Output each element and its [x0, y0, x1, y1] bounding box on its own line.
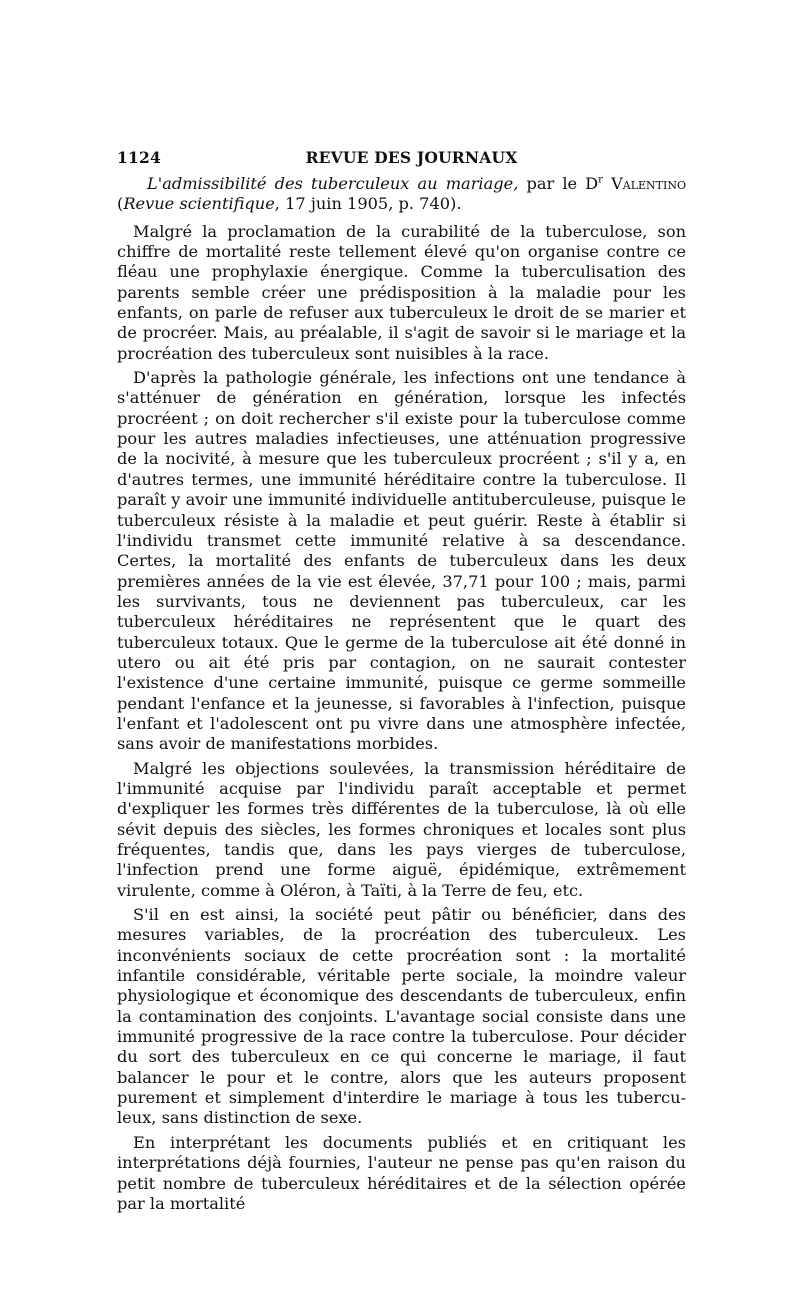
paragraph: Malgré les objections soulevées, la transmission héréditaire de l'immunité acquise par l'individu paraît acceptable et permet d'expliquer les formes très différentes de la tuberculose, là où elle sévit depuis des siècles, les formes chroniques et locales sont plus fréquentes, tandis que, dans les pays vierges de tuberculose, l'infection prend une forme aiguë, épidémique, extrêmement virulente, comme à Oléron, à Taïti, à la Terre de feu, etc. — [117, 758, 686, 900]
running-head — [117, 148, 686, 174]
source-open: ( — [117, 194, 124, 214]
article-citation — [117, 174, 686, 215]
journal-title: REVUE DES JOURNAUX — [305, 148, 518, 167]
journal-page — [117, 148, 686, 1214]
article-author: Valentino — [602, 174, 686, 193]
paragraph: S'il en est ainsi, la société peut pâtir ou bénéficier, dans des mesures variables, de la procréation des tuberculeux. Les inconvénients sociaux de cette procréation sont : la mortalité infantile considérable, véritable perte sociale, la moindre valeur physiologique et économique des descendants de tuberculeux, enfin la contamination des conjoints. L'avantage social consiste dans une immunité progressive de la race contre la tuberculose. Pour décider du sort des tuberculeux en ce qui concerne le mariage, il faut balancer le pour et le contre, alors que les auteurs proposent purement et simplement d'interdire le mariage à tous les tuberculeux, sans distinction de sexe. — [117, 905, 686, 1128]
article-by: par le D — [518, 174, 599, 193]
page-number: 1124 — [117, 148, 161, 167]
article-body — [117, 174, 686, 1214]
article-by-superscript: r — [598, 174, 603, 186]
article-title: L'admissibilité des tuberculeux au mariage, — [147, 174, 519, 193]
source-journal: Revue scientifique — [123, 194, 275, 214]
paragraph: D'après la pathologie générale, les infections ont une tendance à s'atténuer de génération en génération, lorsque les infectés procréent ; on doit rechercher s'il existe pour la tuberculose comme pour les autres maladies infectieuses, une atténuation progressive de la nocivité, à mesure que les tuberculeux procréent ; s'il y a, en d'autres termes, une immunité héréditaire contre la tuberculose. Il paraît y avoir une immunité individuelle antituberculeuse, puisque le tuberculeux résiste à la maladie et peut guérir. Reste à établir si l'individu transmet cette immunité relative à sa descendance. Certes, la mortalité des enfants de tuberculeux dans les deux premières années de la vie est élevée, 37,71 pour 100 ; mais, parmi les survivants, tous ne deviennent pas tuberculeux, car les tuberculeux héréditaires ne représentent que le quart des tuberculeux totaux. Que le germe de la tuberculose ait été donné in utero ou ait été pris par contagion, on ne saurait contester l'existence d'une certaine immunité, puisque ce germe sommeille pendant l'enfance et la jeunesse, si favorables à l'infection, puisque l'enfant et l'adolescent ont pu vivre dans une atmosphère infectée, sans avoir de manifestations morbides. — [117, 368, 686, 754]
source-details: , 17 juin 1905, p. 740). — [274, 194, 462, 214]
paragraph: En interprétant les documents publiés et en critiquant les interprétations déjà fournies, l'auteur ne pense pas qu'en raison du petit nombre de tuberculeux héréditaires et de la sélection opérée par la mortalité — [117, 1132, 686, 1213]
paragraph: Malgré la proclamation de la curabilité de la tuberculose, son chiffre de mortalité reste tellement élevé qu'on organise contre ce fléau une prophylaxie énergique. Comme la tuberculisation des parents semble créer une prédisposition à la maladie pour les enfants, on parle de refuser aux tuberculeux le droit de se marier et de procréer. Mais, au préalable, il s'agit de savoir si le mariage et la procréation des tuberculeux sont nuisibles à la race. — [117, 221, 686, 363]
